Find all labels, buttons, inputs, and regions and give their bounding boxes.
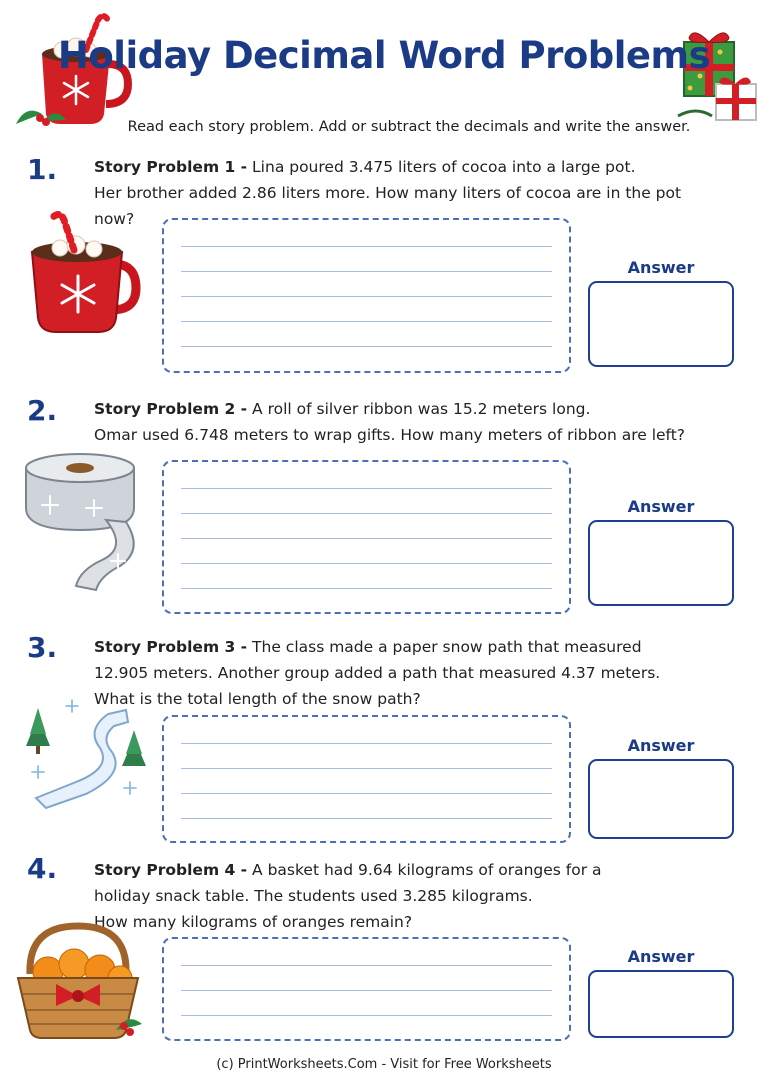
ribbon-roll-icon [20, 452, 144, 592]
problem-1-answer-label: Answer [627, 258, 695, 277]
problem-3-line-3: What is the total length of the snow path? [94, 690, 421, 708]
problem-3-text [94, 634, 714, 712]
problem-1-line-1: Lina poured 3.475 liters of cocoa into a large pot. [252, 158, 636, 176]
problem-2-answer-label: Answer [627, 497, 695, 516]
problem-1-work-area[interactable] [162, 218, 571, 373]
problem-4-number: 4. [27, 852, 58, 885]
problem-4-line-1: A basket had 9.64 kilograms of oranges for a [252, 861, 602, 879]
problem-2-line-2: Omar used 6.748 meters to wrap gifts. How many meters of ribbon are left? [94, 426, 686, 444]
problem-2-text [94, 396, 714, 448]
problem-4-line-3: How many kilograms of oranges remain? [94, 913, 413, 931]
problem-4-answer-label: Answer [627, 947, 695, 966]
problem-1-number: 1. [27, 153, 58, 186]
problem-1-label: Story Problem 1 - [94, 158, 248, 176]
problem-4-label: Story Problem 4 - [94, 861, 248, 879]
instructions: Read each story problem. Add or subtract the decimals and write the answer. [127, 119, 691, 135]
problem-4-answer-box[interactable] [588, 970, 734, 1038]
page-title: Holiday Decimal Word Problems [57, 34, 711, 77]
problem-2-work-area[interactable] [162, 460, 571, 614]
problem-4-line-2: holiday snack table. The students used 3.285 kilograms. [94, 887, 533, 905]
problem-1-line-2: Her brother added 2.86 liters more. How many liters of cocoa are in the pot now? [94, 184, 682, 228]
cocoa-mug-icon [18, 212, 140, 336]
problem-3-line-1: The class made a paper snow path that measured [252, 638, 642, 656]
problem-4-work-area[interactable] [162, 937, 571, 1041]
problem-2-answer-box[interactable] [588, 520, 734, 606]
problem-2-number: 2. [27, 394, 58, 427]
problem-3-number: 3. [27, 631, 58, 664]
problem-3-answer-label: Answer [627, 736, 695, 755]
footer: (c) PrintWorksheets.Com - Visit for Free Worksheets [216, 1057, 552, 1072]
problem-2-label: Story Problem 2 - [94, 400, 248, 418]
problem-3-answer-box[interactable] [588, 759, 734, 839]
problem-3-work-area[interactable] [162, 715, 571, 843]
problem-3-line-2: 12.905 meters. Another group added a path that measured 4.37 meters. [94, 664, 661, 682]
problem-3-label: Story Problem 3 - [94, 638, 248, 656]
problem-2-line-1: A roll of silver ribbon was 15.2 meters long. [252, 400, 591, 418]
snow-path-icon [16, 686, 156, 810]
problem-4-text [94, 857, 714, 935]
orange-basket-icon [12, 922, 148, 1042]
problem-1-answer-box[interactable] [588, 281, 734, 367]
